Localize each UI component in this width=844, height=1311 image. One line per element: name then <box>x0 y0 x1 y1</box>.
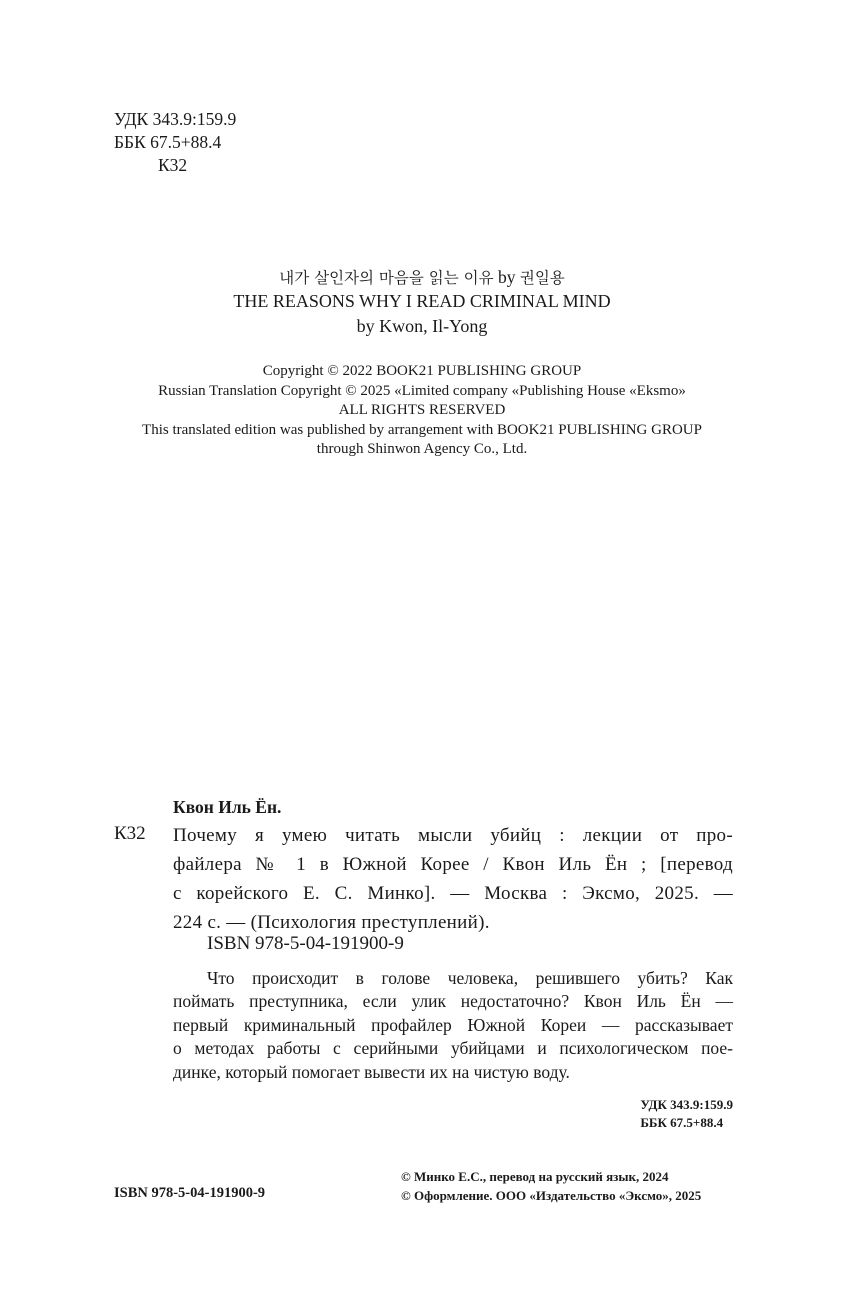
bbk-small: ББК 67.5+88.4 <box>640 1115 724 1130</box>
classification-block <box>114 108 236 177</box>
annotation-line: Что происходит в голове человека, решившего убить? Как <box>207 968 733 988</box>
description-line: Почему я умею читать мысли убийц : лекции от про- <box>173 825 733 846</box>
description-line: с корейского Е. С. Минко]. — Москва : Эксмо, 2025. — <box>173 883 733 904</box>
description-line: 224 с. — (Психология преступлений). <box>173 912 490 933</box>
bbk-code: ББК 67.5+88.4 <box>114 132 222 152</box>
small-classification <box>640 1096 733 1132</box>
korean-title-line <box>0 266 844 288</box>
copyright-line: Copyright © 2022 BOOK21 PUBLISHING GROUP <box>262 363 582 379</box>
korean-title: 내가 살인자의 마음을 읽는 이유 <box>279 269 494 287</box>
annotation-line: поймать преступника, если улик недостаточно? Квон Иль Ён — <box>173 991 733 1012</box>
translation-copyright: © Минко Е.С., перевод на русский язык, 2024 <box>401 1169 669 1184</box>
design-copyright: © Оформление. ООО «Издательство «Эксмо», 2025 <box>401 1188 702 1203</box>
catalog-author-heading: Квон Иль Ён. <box>173 797 282 817</box>
udk-small: УДК 343.9:159.9 <box>640 1097 733 1112</box>
copyright-notice <box>0 362 844 460</box>
author-mark: К32 <box>158 155 188 175</box>
annotation-line: первый криминальный профайлер Южной Кореи — рассказывает <box>173 1014 733 1035</box>
catalog-isbn: ISBN 978-5-04-191900-9 <box>207 933 404 954</box>
english-author: by Kwon, Il-Yong <box>356 316 488 336</box>
copyright-line: Russian Translation Copyright © 2025 «Limited company «Publishing House «Eksmo» <box>158 382 686 399</box>
udk-code: УДК 343.9:159.9 <box>114 109 237 129</box>
copyright-line: ALL RIGHTS RESERVED <box>338 402 506 418</box>
footer-copyrights <box>401 1167 701 1205</box>
catalog-mark: К32 <box>114 823 146 844</box>
korean-author: 권일용 <box>519 269 565 287</box>
footer-isbn: ISBN 978-5-04-191900-9 <box>114 1185 266 1201</box>
copyright-line: This translated edition was published by arrangement with BOOK21 PUBLISHING GROUP <box>142 421 702 438</box>
description-line: файлера № 1 в Южной Корее / Квон Иль Ён ; [перевод <box>173 854 733 875</box>
annotation <box>173 967 733 1084</box>
annotation-line: динке, который помогает вывести их на чистую воду. <box>173 1061 570 1082</box>
copyright-line: through Shinwon Agency Co., Ltd. <box>316 441 528 457</box>
english-title: THE REASONS WHY I READ CRIMINAL MIND <box>233 291 611 311</box>
annotation-line: о методах работы с серийными убийцами и психологическом пое- <box>173 1038 733 1059</box>
korean-by-word: by <box>497 267 516 287</box>
catalog-description <box>173 821 733 937</box>
